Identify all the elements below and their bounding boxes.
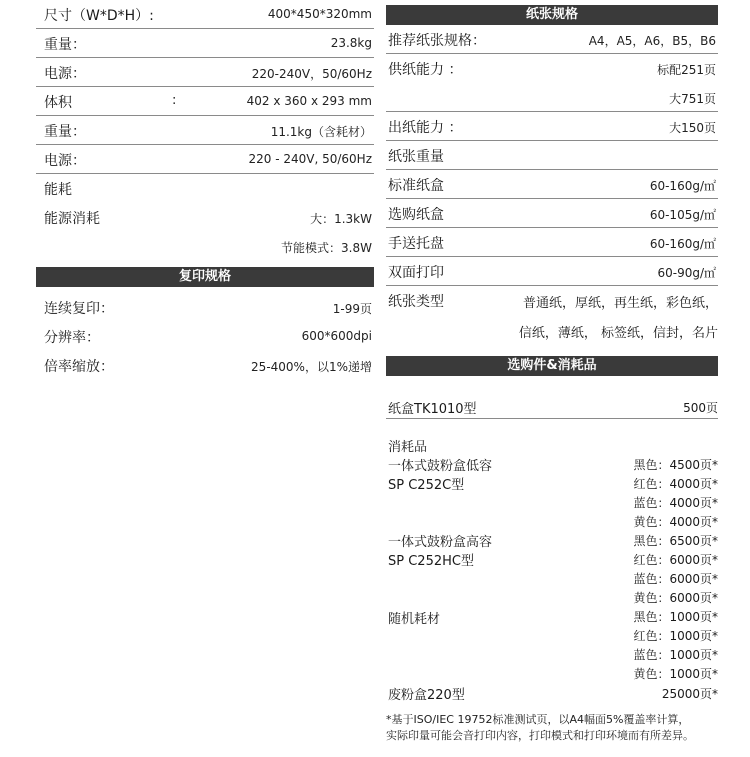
paper-type-line1: 普通纸，厚纸，再生纸，彩色纸， xyxy=(522,296,718,311)
spec-label: 电源： xyxy=(44,66,86,82)
spec-value: 标配251页 xyxy=(657,63,716,77)
yield-blue: 蓝色：1000页* xyxy=(633,648,718,662)
spec-value: 25-400%，以1%递增 xyxy=(251,360,372,374)
spec-row xyxy=(386,83,718,112)
spec-colon: : xyxy=(172,93,177,108)
yield-yellow: 黄色：1000页* xyxy=(633,667,718,681)
group2-model: SP C252HC型 xyxy=(388,554,474,569)
spec-label: 体积 xyxy=(44,95,72,111)
spec-value: 220 - 240V, 50/60Hz xyxy=(248,152,372,166)
spec-row xyxy=(386,199,718,228)
spec-label: 标准纸盒 xyxy=(388,178,444,194)
footnote-line1: *基于ISO/IEC 19752标准测试页，以A4幅面5%覆盖率计算， xyxy=(386,713,690,726)
spec-row xyxy=(386,141,718,170)
spec-label: 纸张类型 xyxy=(388,294,444,310)
yield-red: 红色：4000页* xyxy=(633,477,718,491)
spec-label: 选购纸盒 xyxy=(388,207,444,223)
spec-label: 能耗 xyxy=(44,182,72,198)
spec-label: 连续复印： xyxy=(44,301,114,317)
tray-value: 500页 xyxy=(683,401,718,415)
spec-label: 出纸能力 ： xyxy=(388,120,463,136)
spec-value: 节能模式：3.8W xyxy=(281,241,372,255)
yield-yellow: 黄色：6000页* xyxy=(633,591,718,605)
spec-label: 电源： xyxy=(44,153,86,169)
spec-label: 倍率缩放： xyxy=(44,359,114,375)
spec-label: 手送托盘 xyxy=(388,236,444,252)
spec-row xyxy=(386,54,718,83)
spec-row xyxy=(36,232,374,261)
group3-name: 随机耗材 xyxy=(388,612,441,627)
spec-label: 推荐纸张规格： xyxy=(388,33,486,49)
spec-value: 大150页 xyxy=(669,121,716,135)
right-spec-column xyxy=(386,5,718,376)
spec-value: 402 x 360 x 293 mm xyxy=(246,94,372,108)
spec-value: 11.1kg（含耗材） xyxy=(270,125,372,139)
spec-row xyxy=(386,112,718,141)
spec-value: 600*600dpi xyxy=(301,329,372,343)
spec-value: 23.8kg xyxy=(330,36,372,50)
spec-row xyxy=(36,203,374,232)
options-header: 选购件&消耗品 xyxy=(386,356,718,376)
yield-yellow: 黄色：4000页* xyxy=(633,515,718,529)
group1-model: SP C252C型 xyxy=(388,478,465,493)
spec-value: 400*450*320mm xyxy=(267,7,372,21)
spec-label: 重量： xyxy=(44,37,86,53)
spec-value: A4，A5，A6，B5，B6 xyxy=(588,34,716,48)
copy-spec-header: 复印规格 xyxy=(36,267,374,287)
spec-label: 重量： xyxy=(44,124,86,140)
spec-value: 60-160g/㎡ xyxy=(649,179,716,193)
waste-value: 25000页* xyxy=(661,687,718,701)
spec-row xyxy=(386,257,718,286)
spec-row xyxy=(386,228,718,257)
yield-black: 黑色：1000页* xyxy=(633,610,718,624)
spec-label: 尺寸（W*D*H）: xyxy=(44,8,154,24)
group2-name: 一体式鼓粉盒高容 xyxy=(388,535,493,550)
yield-blue: 蓝色：6000页* xyxy=(633,572,718,586)
tray-label: 纸盒TK1010型 xyxy=(388,402,477,417)
spec-label: 分辨率： xyxy=(44,330,100,346)
spec-row xyxy=(36,29,374,58)
spec-row xyxy=(386,25,718,54)
spec-row xyxy=(36,116,374,145)
yield-red: 红色：1000页* xyxy=(633,629,718,643)
spec-row xyxy=(36,0,374,29)
spec-row xyxy=(36,145,374,174)
spec-row xyxy=(36,58,374,87)
consumables-title: 消耗品 xyxy=(388,440,428,455)
spec-row xyxy=(36,87,374,116)
spec-row xyxy=(36,174,374,203)
spec-row xyxy=(36,293,374,322)
spec-label: 双面打印 xyxy=(388,265,444,281)
yield-red: 红色：6000页* xyxy=(633,553,718,567)
spec-value: 大751页 xyxy=(669,92,716,106)
spec-label: 纸张重量 xyxy=(388,149,444,165)
spec-row xyxy=(36,351,374,380)
spec-value: 60-90g/㎡ xyxy=(657,266,716,280)
spec-value: 大：1.3kW xyxy=(310,212,372,226)
spec-label: 供纸能力 ： xyxy=(388,62,463,78)
waste-label: 废粉盒220型 xyxy=(388,688,465,703)
paper-spec-header: 纸张规格 xyxy=(386,5,718,25)
spec-row xyxy=(386,170,718,199)
yield-blue: 蓝色：4000页* xyxy=(633,496,718,510)
spec-value: 60-105g/㎡ xyxy=(649,208,716,222)
left-spec-column xyxy=(36,0,374,380)
spec-value: 220-240V，50/60Hz xyxy=(251,67,372,81)
footnote-line2: 实际印量可能会音打印内容，打印模式和打印环境而有所差异。 xyxy=(386,729,694,742)
yield-black: 黑色：4500页* xyxy=(633,458,718,472)
spec-label: 能源消耗 xyxy=(44,211,100,227)
spec-value: 60-160g/㎡ xyxy=(649,237,716,251)
yield-black: 黑色：6500页* xyxy=(633,534,718,548)
paper-type-row xyxy=(386,286,718,346)
spec-value: 1-99页 xyxy=(332,302,372,316)
paper-type-line2: 信纸，薄纸， 标签纸，信封，名片 xyxy=(518,326,718,341)
group1-name: 一体式鼓粉盒低容 xyxy=(388,459,493,474)
spec-row xyxy=(36,322,374,351)
divider xyxy=(386,418,718,419)
